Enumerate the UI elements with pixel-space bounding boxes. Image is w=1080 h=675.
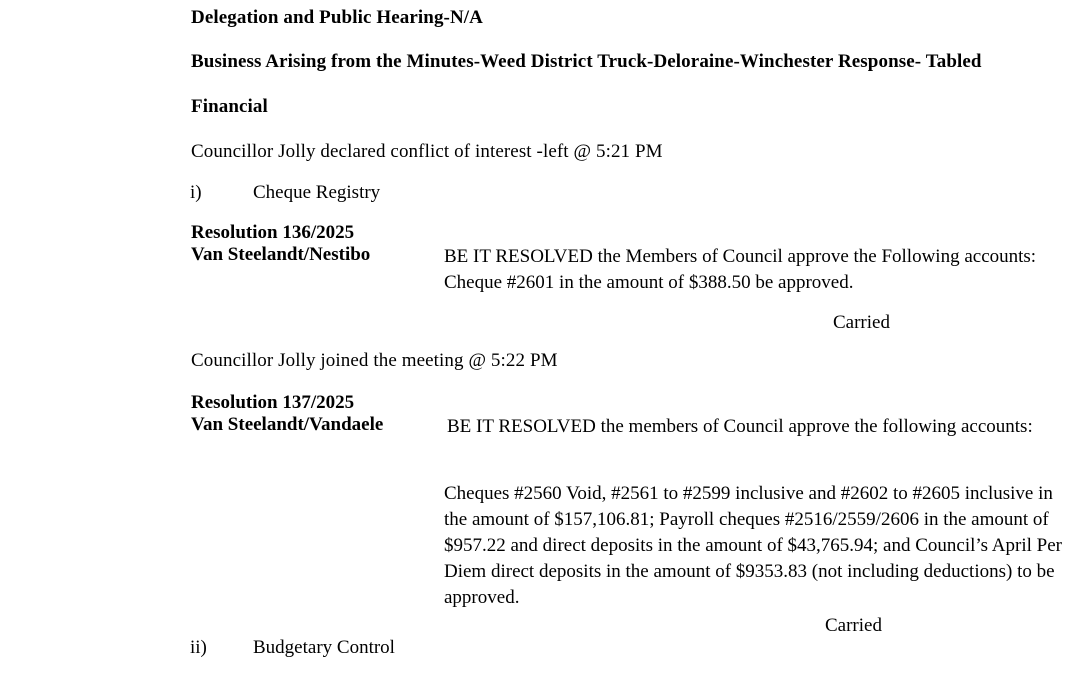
agenda-item-budgetary-control xyxy=(190,637,395,659)
resolution-136-body: BE IT RESOLVED the Members of Council approve the Following accounts: Cheque #2601 in the amount of $388.50 be approved. xyxy=(444,246,1037,294)
agenda-item-number: i) xyxy=(190,182,202,203)
resolution-137-title: Resolution 137/2025 xyxy=(191,392,355,413)
resolution-136-movers: Van Steelandt/Nestibo xyxy=(191,244,371,266)
resolution-137-label xyxy=(191,392,383,436)
resolution-136-outcome: Carried xyxy=(833,312,890,333)
resolution-137-detail: Cheques #2560 Void, #2561 to #2599 inclusive and #2602 to #2605 inclusive in the amount of $157,106.81; Payroll cheques #2516/2559/2606 in the amount of $957.22 and direct deposits in the amount of $43,765.94; and Council’s April Per Diem direct deposits in the amount of $9353.83 (not including deductions) to be approved. xyxy=(444,483,1062,609)
resolution-137-body: BE IT RESOLVED the members of Council approve the following accounts: xyxy=(447,416,1033,437)
rejoin-meeting-note: Councillor Jolly joined the meeting @ 5:22 PM xyxy=(191,350,558,371)
resolution-136-title: Resolution 136/2025 xyxy=(191,222,355,243)
resolution-136-label xyxy=(191,222,370,266)
delegation-heading: Delegation and Public Hearing-N/A xyxy=(191,7,483,28)
business-arising-heading: Business Arising from the Minutes-Weed District Truck-Deloraine-Winchester Response- Tabled xyxy=(191,51,982,72)
agenda-item-number: ii) xyxy=(190,637,207,658)
resolution-137-movers: Van Steelandt/Vandaele xyxy=(191,414,384,436)
conflict-of-interest-note: Councillor Jolly declared conflict of interest -left @ 5:21 PM xyxy=(191,141,663,162)
agenda-item-cheque-registry xyxy=(190,182,380,204)
financial-heading: Financial xyxy=(191,96,268,117)
resolution-137-outcome: Carried xyxy=(825,615,882,636)
agenda-item-label: Cheque Registry xyxy=(253,182,381,203)
agenda-item-label: Budgetary Control xyxy=(253,637,395,658)
